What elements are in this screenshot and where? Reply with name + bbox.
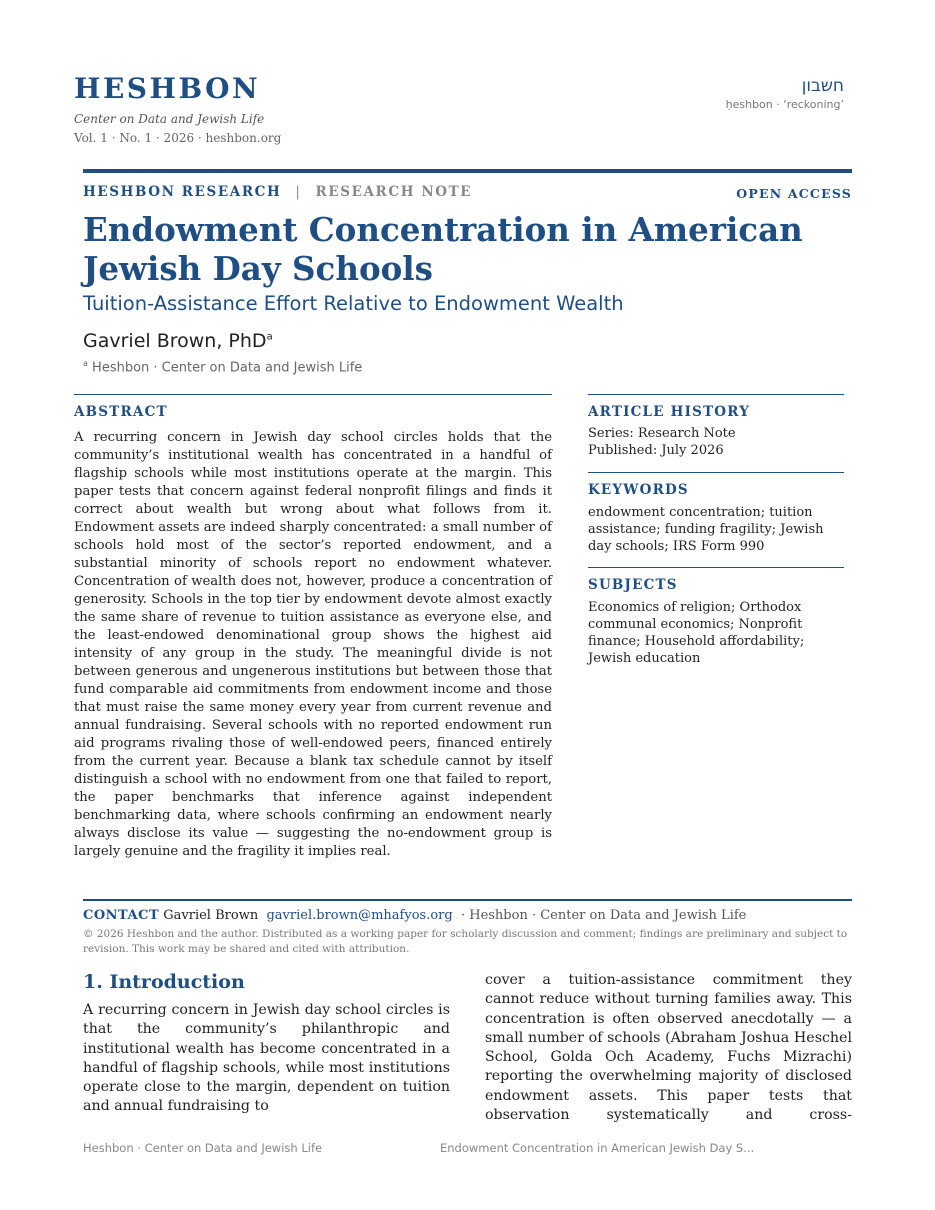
journal-title: HESHBON (74, 72, 261, 105)
author-affiliation-mark: a (266, 331, 273, 343)
series-label: HESHBON RESEARCH (83, 184, 282, 200)
open-access-badge: OPEN ACCESS (736, 186, 852, 201)
series-line: Series: Research Note (588, 426, 736, 441)
abstract-rule (74, 394, 552, 395)
subjects-list: Economics of religion; Orthodox communal economics; Nonprofit finance; Household affordability; Jewish education (588, 600, 805, 666)
keywords-rule (588, 472, 844, 473)
introduction-column-2: cover a tuition-assistance commitment they cannot reduce without turning families away. This concentration is often observed anecdotally — a small number of schools (Abraham Joshua Heschel School, Golda Och Academy, Fuchs Mizrachi) reporting the overwhelming majority of disclosed endowment assets. This paper tests that observation systematically and cross- (485, 972, 852, 1124)
article-title: Endowment Concentration in American Jewish Day Schools (83, 210, 803, 288)
affiliation-mark: a (83, 359, 88, 368)
published-line: Published: July 2026 (588, 443, 724, 458)
copyright-notice: © 2026 Heshbon and the author. Distributed as a working paper for scholarly discussion and comment; findings are preliminary and subject to revision. This work may be shared and cited with attribution. (83, 928, 848, 955)
affiliation-text: Heshbon · Center on Data and Jewish Life (92, 360, 363, 376)
volume-line: Vol. 1 · No. 1 · 2026 · heshbon.org (74, 131, 282, 145)
abstract-heading: ABSTRACT (74, 404, 168, 420)
article-history-heading: ARTICLE HISTORY (588, 404, 751, 420)
hebrew-gloss: ḥeshbon · ‘reckoning’ (725, 98, 844, 111)
contact-rule (83, 899, 852, 901)
footer-journal: Heshbon · Center on Data and Jewish Life (83, 1141, 323, 1155)
abstract-text: A recurring concern in Jewish day school circles holds that the community’s institutional wealth has concentrated in a handful of flagship schools while most institutions operate at the margin. This paper tests that concern against federal nonprofit filings and finds it correct about wealth but wrong about what follows from it. Endowment assets are indeed sharply concentrated: a small number of schools hold most of the sector’s reported endowment, and a substantial minority of schools report no endowment whatever. Concentration of wealth does not, however, produce a concentration of generosity. Schools in the top tier by endowment devote almost exactly the same share of revenue to tuition assistance as everyone else, and the least-endowed denominational group shows the highest aid intensity of any group in the study. The meaningful divide is not between generous and ungenerous institutions but between those that fund comparable aid commitments from endowment income and those that must raise the same money every year from current revenue and annual fundraising. Several schools with no reported endowment run aid programs rivaling those of well-endowed peers, financed entirely from the current year. Because a blank tax schedule cannot by itself distinguish a school with no endowment from one that failed to report, the paper benchmarks that inference against independent benchmarking data, where schools confirming an endowment nearly always disclose its value — suggesting the no-endowment group is largely genuine and the fragility it implies real. (74, 430, 552, 859)
article-type-label: RESEARCH NOTE (315, 184, 473, 200)
keywords-list: endowment concentration; tuition assistance; funding fragility; Jewish day schools; IRS Form 990 (588, 505, 824, 554)
keywords-heading: KEYWORDS (588, 482, 689, 498)
contact-name: Gavriel Brown (163, 908, 259, 923)
journal-subtitle: Center on Data and Jewish Life (74, 112, 265, 126)
hebrew-wordmark: חשבון (801, 76, 844, 96)
contact-line (83, 908, 746, 923)
contact-label: CONTACT (83, 908, 160, 923)
introduction-heading: 1. Introduction (83, 971, 245, 993)
affiliation (83, 359, 362, 375)
contact-email-link[interactable]: gavriel.brown@mhafyos.org (266, 908, 453, 923)
article-subtitle: Tuition-Assistance Effort Relative to Endowment Wealth (83, 292, 624, 315)
subjects-heading: SUBJECTS (588, 577, 678, 593)
history-rule (588, 394, 844, 395)
introduction-column-1: A recurring concern in Jewish day school circles is that the community’s philanthropic and institutional wealth has become concentrated in a handful of flagship schools, while most institutions operate close to the margin, dependent on tuition and annual fundraising to (83, 1002, 450, 1115)
subjects-rule (588, 567, 844, 568)
author-name (83, 330, 273, 352)
top-rule (83, 169, 852, 173)
contact-org: · Heshbon · Center on Data and Jewish Life (460, 908, 747, 923)
author-name-text: Gavriel Brown, PhD (83, 330, 267, 352)
footer-running-title: Endowment Concentration in American Jewish Day S... (440, 1141, 755, 1155)
kicker (83, 184, 472, 200)
kicker-separator: | (295, 184, 302, 200)
